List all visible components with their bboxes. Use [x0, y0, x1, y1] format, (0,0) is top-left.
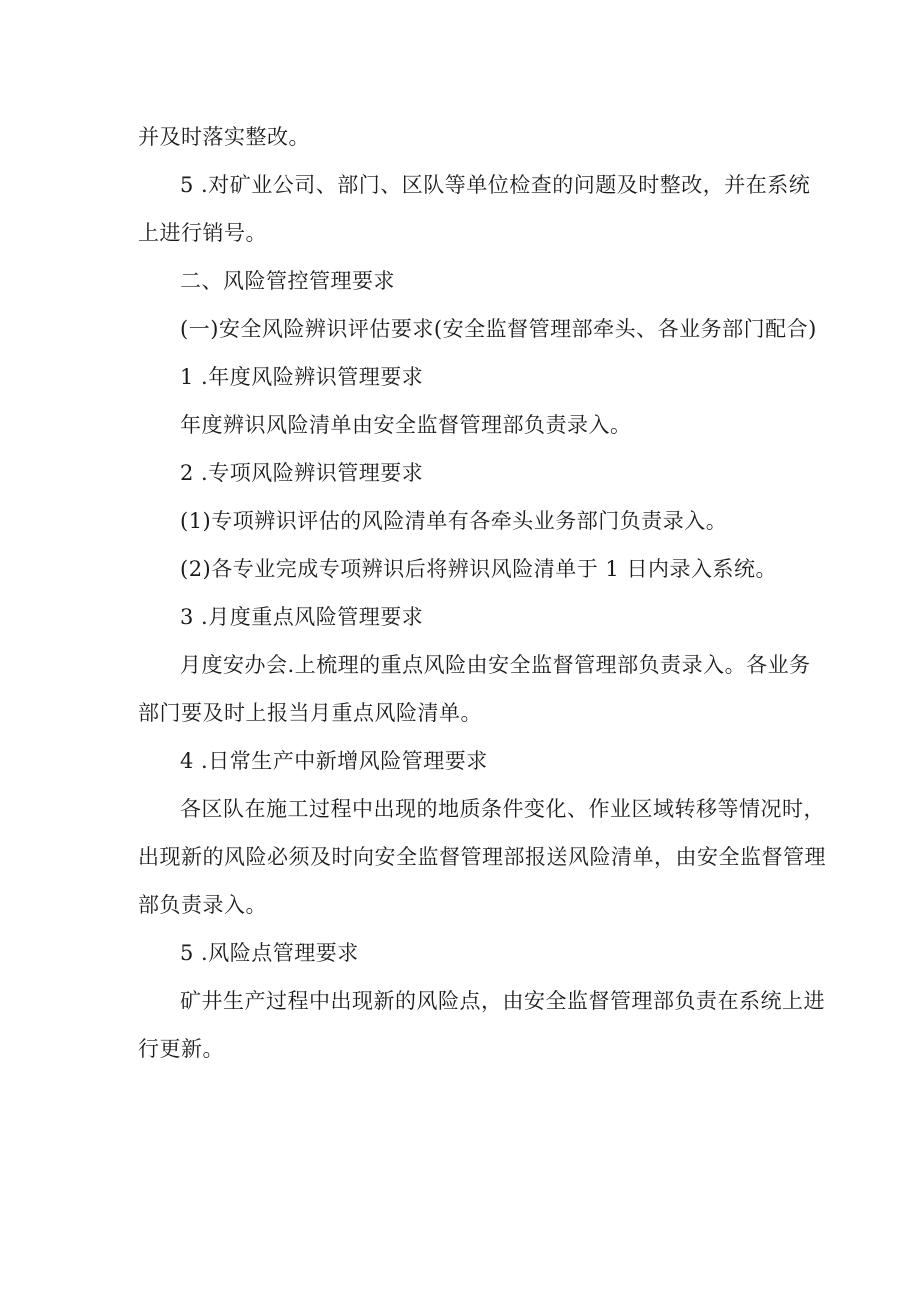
item-heading: 4 .日常生产中新增风险管理要求 — [180, 749, 488, 773]
item-heading: 5 .风险点管理要求 — [180, 941, 359, 965]
body-line: 部门要及时上报当月重点风险清单。 — [138, 701, 482, 725]
item-heading: 1 .年度风险辨识管理要求 — [180, 365, 424, 389]
body-line: 月度安办会.上梳理的重点风险由安全监督管理部负责录入。各业务 — [180, 653, 811, 677]
body-line: 部负责录入。 — [138, 893, 267, 917]
sub-item-line: (2)各专业完成专项辨识后将辨识风险清单于 1 日内录入系统。 — [180, 557, 777, 581]
body-line: 年度辨识风险清单由安全监督管理部负责录入。 — [180, 413, 632, 437]
item-heading: 3 .月度重点风险管理要求 — [180, 605, 424, 629]
body-line: 各区队在施工过程中出现的地质条件变化、作业区域转移等情况时， — [180, 797, 825, 821]
body-line: 上进行销号。 — [138, 221, 267, 245]
section-heading: 二、风险管控管理要求 — [180, 269, 395, 293]
subsection-heading: (一)安全风险辨识评估要求(安全监督管理部牵头、各业务部门配合) — [180, 317, 817, 341]
body-line: 行更新。 — [138, 1037, 224, 1061]
list-item-line: 5 .对矿业公司、部门、区队等单位检查的问题及时整改，并在系统 — [180, 173, 811, 197]
body-line: 并及时落实整改。 — [138, 125, 310, 149]
body-line: 出现新的风险必须及时向安全监督管理部报送风险清单，由安全监督管理 — [138, 845, 826, 869]
body-line: 矿井生产过程中出现新的风险点，由安全监督管理部负责在系统上进 — [180, 989, 825, 1013]
item-heading: 2 .专项风险辨识管理要求 — [180, 461, 424, 485]
sub-item-line: (1)专项辨识评估的风险清单有各牵头业务部门负责录入。 — [180, 509, 728, 533]
